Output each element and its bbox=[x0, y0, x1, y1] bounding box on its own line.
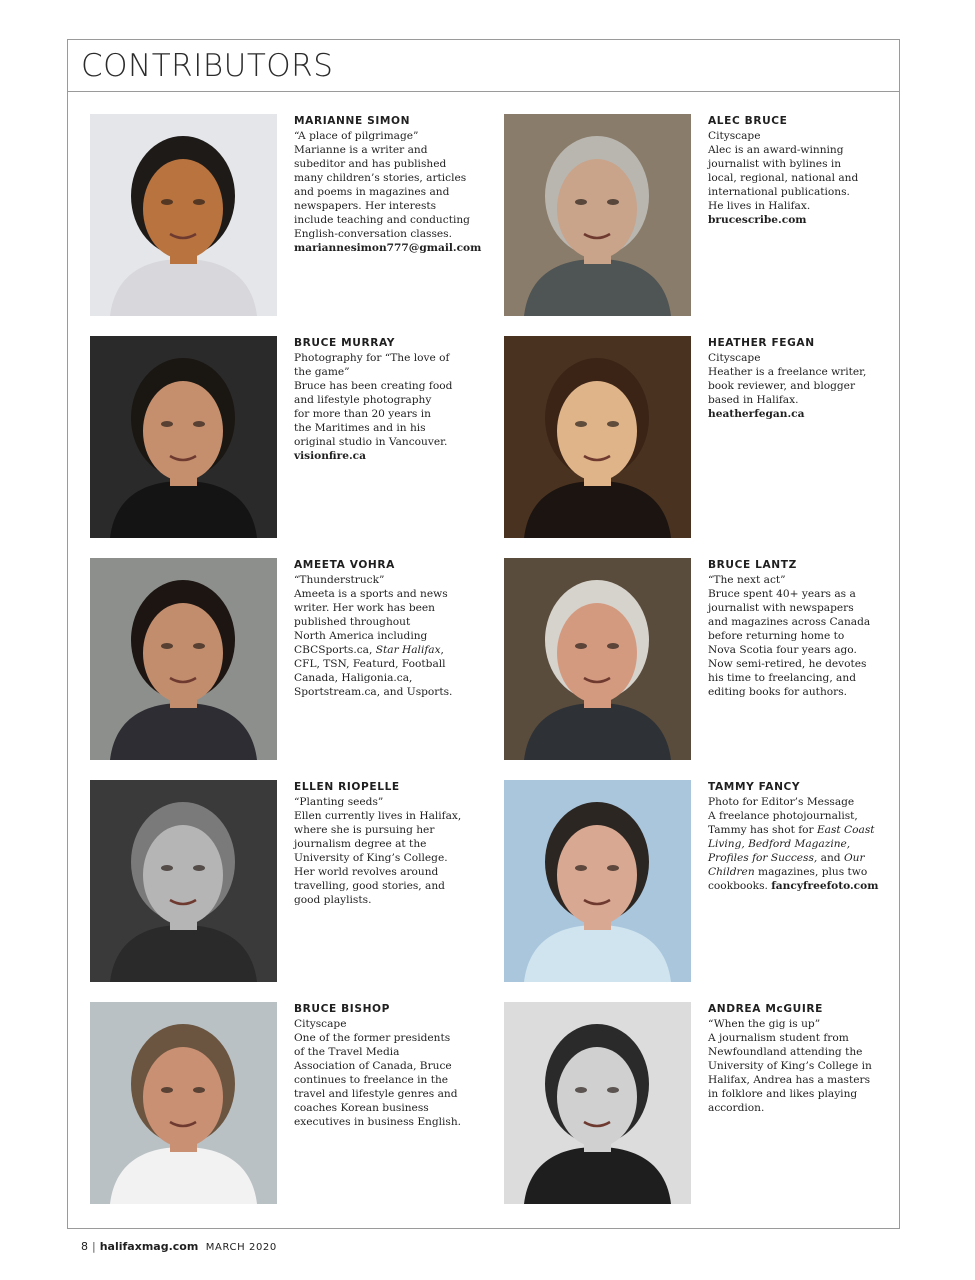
contributor-photo bbox=[504, 1002, 691, 1204]
contributor-bio bbox=[294, 114, 494, 255]
bio-line: for more than 20 years in bbox=[294, 408, 431, 420]
bio-line: newspapers. Her interests bbox=[294, 200, 437, 212]
header-rule bbox=[67, 91, 900, 92]
bio-line: where she is pursuing her bbox=[294, 824, 435, 836]
bio-line: journalism degree at the bbox=[294, 838, 427, 850]
bio-line: A journalism student from bbox=[708, 1032, 849, 1044]
bio-line: local, regional, national and bbox=[708, 172, 859, 184]
bio-line: Profiles for Success, and Our bbox=[708, 852, 865, 864]
bio-line: coaches Korean business bbox=[294, 1102, 429, 1114]
footer-separator: | bbox=[92, 1240, 96, 1253]
contributor-name: TAMMY FANCY bbox=[708, 781, 801, 793]
bio-line: One of the former presidents bbox=[294, 1032, 451, 1044]
bio-line: travelling, good stories, and bbox=[294, 880, 445, 892]
bio-line: Canada, Haligonia.ca, bbox=[294, 672, 413, 684]
contributor-name: BRUCE LANTZ bbox=[708, 559, 797, 571]
contributor-alec-bruce bbox=[504, 114, 904, 317]
bio-line: many children’s stories, articles bbox=[294, 172, 467, 184]
bio-line: his time to freelancing, and bbox=[708, 672, 856, 684]
bio-line: include teaching and conducting bbox=[294, 214, 470, 226]
bio-line: “A place of pilgrimage” bbox=[294, 130, 419, 142]
bio-line: international publications. bbox=[708, 186, 850, 198]
bio-line: CFL, TSN, Featurd, Football bbox=[294, 658, 446, 670]
contributor-photo bbox=[90, 558, 277, 760]
page-number: 8 bbox=[81, 1240, 88, 1253]
contributor-ellen-riopelle bbox=[90, 780, 490, 983]
bio-line: “When the gig is up” bbox=[708, 1018, 821, 1030]
bio-line: Marianne is a writer and bbox=[294, 144, 428, 156]
contributor-photo bbox=[90, 780, 277, 982]
contributor-name: ALEC BRUCE bbox=[708, 115, 788, 127]
bio-line: Cityscape bbox=[294, 1018, 347, 1030]
bio-line: Photography for “The love of bbox=[294, 352, 450, 364]
contributor-marianne-simon bbox=[90, 114, 490, 317]
contributor-photo bbox=[90, 1002, 277, 1204]
bio-line: Nova Scotia four years ago. bbox=[708, 644, 857, 656]
contributor-bio bbox=[294, 780, 494, 907]
bio-line: Association of Canada, Bruce bbox=[294, 1060, 452, 1072]
contributor-link[interactable]: visionfire.ca bbox=[294, 450, 366, 462]
bio-line: He lives in Halifax. bbox=[708, 200, 811, 212]
contributor-bio bbox=[708, 780, 908, 893]
bio-line: and poems in magazines and bbox=[294, 186, 450, 198]
contributor-bio bbox=[294, 558, 494, 699]
contributor-tammy-fancy bbox=[504, 780, 904, 983]
bio-line: and lifestyle photography bbox=[294, 394, 432, 406]
issue-date: MARCH 2020 bbox=[205, 1242, 277, 1253]
bio-line: journalist with bylines in bbox=[708, 158, 842, 170]
contributor-link[interactable]: brucescribe.com bbox=[708, 214, 807, 226]
bio-line: Heather is a freelance writer, bbox=[708, 366, 867, 378]
bio-line: Children magazines, plus two bbox=[708, 866, 868, 878]
section-title: CONTRIBUTORS bbox=[81, 48, 334, 84]
contributor-photo bbox=[504, 780, 691, 982]
bio-line: editing books for authors. bbox=[708, 686, 848, 698]
contributor-heather-fegan bbox=[504, 336, 904, 539]
contributor-bio bbox=[708, 558, 908, 699]
bio-line: Cityscape bbox=[708, 130, 761, 142]
contributor-bio bbox=[294, 336, 494, 463]
bio-line: in folklore and likes playing bbox=[708, 1088, 858, 1100]
contributor-name: BRUCE MURRAY bbox=[294, 337, 396, 349]
bio-line: Now semi-retired, he devotes bbox=[708, 658, 867, 670]
bio-line: Sportstream.ca, and Usports. bbox=[294, 686, 453, 698]
bio-line: Cityscape bbox=[708, 352, 761, 364]
bio-line: cookbooks. fancyfreefoto.com bbox=[708, 880, 879, 892]
bio-line: good playlists. bbox=[294, 894, 372, 906]
contributor-ameeta-vohra bbox=[90, 558, 490, 761]
bio-line: continues to freelance in the bbox=[294, 1074, 449, 1086]
page-footer bbox=[81, 1240, 277, 1253]
bio-line: Bruce has been creating food bbox=[294, 380, 453, 392]
bio-line: “The next act” bbox=[708, 574, 786, 586]
contributor-name: ANDREA McGUIRE bbox=[708, 1003, 823, 1015]
bio-line: Halifax, Andrea has a masters bbox=[708, 1074, 870, 1086]
contributor-bruce-lantz bbox=[504, 558, 904, 761]
bio-line: University of King’s College in bbox=[708, 1060, 872, 1072]
bio-line: Photo for Editor’s Message bbox=[708, 796, 855, 808]
contributor-link[interactable]: heatherfegan.ca bbox=[708, 408, 805, 420]
contributor-photo bbox=[90, 114, 277, 316]
bio-line: and magazines across Canada bbox=[708, 616, 871, 628]
bio-line: before returning home to bbox=[708, 630, 845, 642]
bio-line: Ameeta is a sports and news bbox=[294, 588, 448, 600]
bio-line: University of King’s College. bbox=[294, 852, 448, 864]
bio-line: English-conversation classes. bbox=[294, 228, 452, 240]
contributor-link[interactable]: mariannesimon777@gmail.com bbox=[294, 242, 482, 254]
contributor-bio bbox=[708, 114, 908, 227]
bio-line: A freelance photojournalist, bbox=[708, 810, 858, 822]
contributor-bruce-bishop bbox=[90, 1002, 490, 1205]
bio-line: the Maritimes and in his bbox=[294, 422, 426, 434]
bio-line: journalist with newspapers bbox=[708, 602, 854, 614]
contributor-name: BRUCE BISHOP bbox=[294, 1003, 391, 1015]
contributor-bruce-murray bbox=[90, 336, 490, 539]
contributor-photo bbox=[504, 558, 691, 760]
bio-line: published throughout bbox=[294, 616, 411, 628]
bio-line: accordion. bbox=[708, 1102, 765, 1114]
bio-line: subeditor and has published bbox=[294, 158, 447, 170]
contributor-andrea-mcguire bbox=[504, 1002, 904, 1205]
bio-line: Ellen currently lives in Halifax, bbox=[294, 810, 462, 822]
bio-line: Alec is an award-winning bbox=[708, 144, 844, 156]
bio-line: executives in business English. bbox=[294, 1116, 462, 1128]
contributor-bio bbox=[294, 1002, 494, 1129]
bio-line: North America including bbox=[294, 630, 428, 642]
contributor-name: HEATHER FEGAN bbox=[708, 337, 815, 349]
bio-line: based in Halifax. bbox=[708, 394, 799, 406]
bio-line: “Thunderstruck” bbox=[294, 574, 385, 586]
bio-line: Bruce spent 40+ years as a bbox=[708, 588, 856, 600]
bio-line: original studio in Vancouver. bbox=[294, 436, 448, 448]
bio-line: CBCSports.ca, Star Halifax, bbox=[294, 644, 444, 656]
bio-line: writer. Her work has been bbox=[294, 602, 436, 614]
bio-line: Tammy has shot for East Coast bbox=[708, 824, 875, 836]
bio-line: “Planting seeds” bbox=[294, 796, 384, 808]
contributor-bio bbox=[708, 1002, 908, 1115]
bio-line: Living, Bedford Magazine, bbox=[708, 838, 851, 850]
bio-line: Her world revolves around bbox=[294, 866, 439, 878]
contributor-photo bbox=[90, 336, 277, 538]
contributor-photo bbox=[504, 114, 691, 316]
contributor-name: MARIANNE SIMON bbox=[294, 115, 411, 127]
bio-line: of the Travel Media bbox=[294, 1046, 400, 1058]
bio-line: the game” bbox=[294, 366, 350, 378]
footer-site-link[interactable]: halifaxmag.com bbox=[99, 1240, 199, 1253]
contributor-name: ELLEN RIOPELLE bbox=[294, 781, 400, 793]
bio-line: book reviewer, and blogger bbox=[708, 380, 856, 392]
contributor-photo bbox=[504, 336, 691, 538]
contributor-bio bbox=[708, 336, 908, 421]
bio-line: Newfoundland attending the bbox=[708, 1046, 863, 1058]
contributor-name: AMEETA VOHRA bbox=[294, 559, 395, 571]
bio-line: travel and lifestyle genres and bbox=[294, 1088, 458, 1100]
